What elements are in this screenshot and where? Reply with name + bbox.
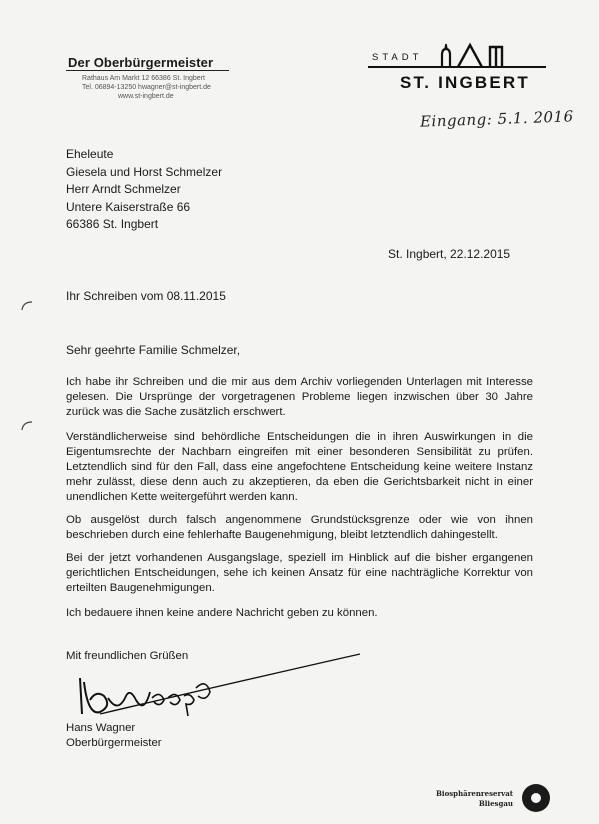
letter-body bbox=[66, 375, 533, 629]
logo-prefix: STADT bbox=[372, 52, 423, 63]
body-paragraph: Ob ausgelöst durch falsch angenommene Grundstücksgrenze oder wie von ihnen beschrieben durch eine fehlerhafte Baugenehmigung, bleibt letztendlich dahingestellt. bbox=[66, 514, 533, 541]
recipient-line: 66386 St. Ingbert bbox=[66, 217, 159, 231]
biosphere-line: Biosphärenreservat bbox=[436, 789, 513, 798]
body-paragraph: Bei der jetzt vorhandenen Ausgangslage, speziell im Hinblick auf die bisher ergangenen gerichtlichen Entscheidungen, sehe ich keinen Ansatz für eine nachträgliche Korrektur von erteilten Baugenehmigungen. bbox=[66, 552, 533, 594]
salutation: Sehr geehrte Familie Schmelzer, bbox=[66, 343, 241, 357]
body-paragraph: Verständlicherweise sind behördliche Entscheidungen die in ihren Auswirkungen in die Eigentumsrechte der Nachbarn eingreifen mit einer besonderen Sensibilität zu prüfen. Letztendlich sind für den Fall, dass eine angefochtene Entscheidung keine weitere Instanz mehr zulässt, diese denn auch zu akzeptieren, da eben die Gerichtsbarkeit nicht in einer unendlichen Kette weitergeführt werden kann. bbox=[66, 431, 533, 503]
body-paragraph: Ich habe ihr Schreiben und die mir aus dem Archiv vorliegenden Unterlagen mit Interesse gelesen. Die Ursprünge der vorgetragenen Probleme liegen inzwischen über 30 Jahre zurück was die Sache zusätzlich erschwert. bbox=[66, 376, 533, 418]
logo-rule bbox=[368, 66, 546, 68]
letter-date: St. Ingbert, 22.12.2015 bbox=[388, 247, 511, 261]
body-paragraph: Ich bedauere ihnen keine andere Nachricht geben zu können. bbox=[66, 607, 378, 619]
signer-name: Hans Wagner bbox=[66, 722, 136, 734]
recipient-line: Herr Arndt Schmelzer bbox=[66, 182, 181, 196]
punch-mark-icon bbox=[20, 300, 34, 312]
biosphere-label bbox=[436, 789, 513, 809]
handwritten-signature bbox=[60, 648, 380, 722]
logo-city-name: ST. INGBERT bbox=[400, 73, 530, 92]
signer-role: Oberbürgermeister bbox=[66, 737, 162, 749]
biosphere-line: Bliesgau bbox=[478, 799, 513, 808]
sender-web-line: www.st-ingbert.de bbox=[118, 93, 174, 100]
recipient-line: Giesela und Horst Schmelzer bbox=[66, 164, 223, 179]
biosphere-logo-icon bbox=[522, 784, 550, 812]
recipient-line: Untere Kaiserstraße 66 bbox=[66, 199, 191, 214]
sender-address-line: Rathaus Am Markt 12 66386 St. Ingbert bbox=[82, 75, 205, 82]
letter-subject: Ihr Schreiben vom 08.11.2015 bbox=[66, 289, 226, 303]
recipient-address bbox=[66, 146, 222, 234]
closing-greeting: Mit freundlichen Grüßen bbox=[66, 650, 189, 662]
handwritten-receipt-note: Eingang: 5.1. 2016 bbox=[419, 107, 574, 131]
recipient-line: Eheleute bbox=[66, 147, 114, 161]
signer-block bbox=[66, 721, 162, 751]
sender-contact-line: Tel. 06894-13250 hwagner@st-ingbert.de bbox=[82, 84, 211, 91]
sender-title: Der Oberbürgermeister bbox=[68, 55, 214, 70]
punch-mark-icon bbox=[20, 420, 34, 432]
sender-underline bbox=[66, 70, 229, 71]
